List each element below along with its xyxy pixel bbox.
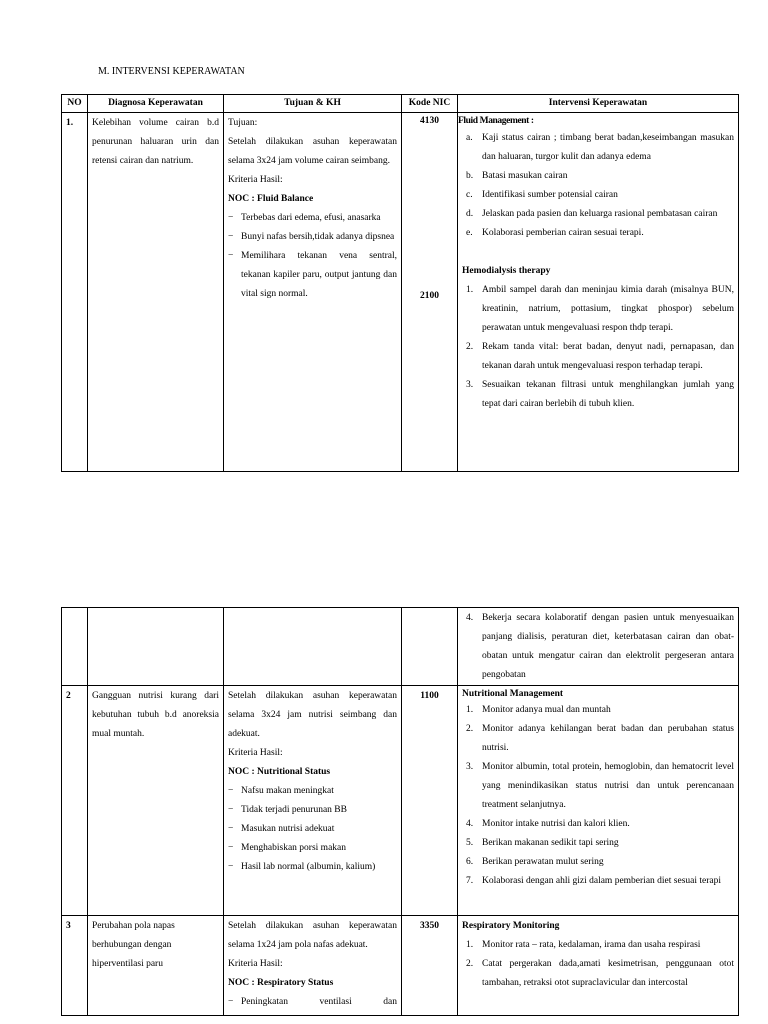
list-item: b. Batasi masukan cairan xyxy=(466,171,568,181)
list-item: 4. Monitor intake nutrisi dan kalori klien. xyxy=(466,819,630,829)
list-item: − Memilihara tekanan vena sentral, tekanan kapiler paru, output jantung dan vital sign normal. xyxy=(228,247,397,304)
header-kode: Kode NIC xyxy=(402,95,458,113)
row2-kriteria-label: Kriteria Hasil: xyxy=(228,748,283,758)
row1-kode-hemo: 2100 xyxy=(420,291,439,301)
list-item: a. Kaji status cairan ; timbang berat badan,keseimbangan masukan dan haluaran, turgor kulit dan adanya edema xyxy=(466,133,734,162)
header-tujuan: Tujuan & KH xyxy=(224,95,402,113)
list-item: 2. Catat pergerakan dada,amati kesimetrisan, penggunaan otot tambahan, retraksi otot supraclavicular dan intercostal xyxy=(466,959,734,988)
row1-kh-list xyxy=(228,209,397,304)
row3-kh-list xyxy=(228,993,397,1012)
hemodialysis-title: Hemodialysis therapy xyxy=(462,266,551,276)
intervention-table-bottom xyxy=(61,607,739,1016)
row3-noc: NOC : Respiratory Status xyxy=(228,978,334,988)
table-row xyxy=(62,608,739,686)
list-item: 5. Berikan makanan sedikit tapi sering xyxy=(466,838,619,848)
hemodialysis-list xyxy=(462,281,734,414)
row1-intervensi xyxy=(458,113,739,472)
list-item: e. Kolaborasi pemberian cairan sesuai terapi. xyxy=(466,228,644,238)
list-item: 3. Monitor albumin, total protein, hemoglobin, dan hematocrit level yang menindikasikan status nutrisi dan untuk perencanaan treatment selanjutnya. xyxy=(466,762,734,810)
row2-intervensi xyxy=(458,686,739,916)
list-item: c. Identifikasi sumber potensial cairan xyxy=(466,190,618,200)
fluid-management-title: Fluid Management : xyxy=(458,116,534,126)
table-row xyxy=(62,113,739,472)
row3-tujuan xyxy=(224,916,402,1016)
list-item: − Bunyi nafas bersih,tidak adanya dipsnea xyxy=(228,228,397,247)
row1cont-kode xyxy=(402,608,458,686)
table-row xyxy=(62,916,739,1016)
row1-tujuan-text: Setelah dilakukan asuhan keperawatan selama 3x24 jam volume cairan seimbang. xyxy=(228,137,397,166)
list-item: − Menghabiskan porsi makan xyxy=(228,839,397,858)
list-item: − Tidak terjadi penurunan BB xyxy=(228,801,397,820)
list-item: 3. Sesuaikan tekanan filtrasi untuk menghilangkan jumlah yang tepat dari cairan berlebih di tubuh klien. xyxy=(466,380,734,409)
row1-tujuan xyxy=(224,113,402,472)
row1-kode xyxy=(402,113,458,472)
row1-tujuan-label: Tujuan: xyxy=(228,118,258,128)
intervention-table-top xyxy=(61,94,739,472)
list-item: 7. Kolaborasi dengan ahli gizi dalam pemberian diet sesuai terapi xyxy=(466,876,721,886)
header-diagnosa: Diagnosa Keperawatan xyxy=(88,95,224,113)
nutritional-management-list xyxy=(462,701,734,891)
header-intervensi: Intervensi Keperawatan xyxy=(458,95,739,113)
row3-diagnosa: Perubahan pola napas berhubungan dengan hiperventilasi paru xyxy=(88,916,224,1016)
row1cont-intervensi xyxy=(458,608,739,686)
row1-kriteria-label: Kriteria Hasil: xyxy=(228,175,283,185)
list-item: − Terbebas dari edema, efusi, anasarka xyxy=(228,209,397,228)
row1-kode-fluid: 4130 xyxy=(420,116,439,126)
list-item: 1. Ambil sampel darah dan meninjau kimia darah (misalnya BUN, kreatinin, natrium, pottasium, tingkat phospor) sebelum perawatan untuk mengevaluasi respon thdp terapi. xyxy=(466,285,734,333)
list-item: − Nafsu makan meningkat xyxy=(228,782,397,801)
row1cont-tujuan xyxy=(224,608,402,686)
list-item: − Masukan nutrisi adekuat xyxy=(228,820,397,839)
row2-kode: 1100 xyxy=(402,686,458,916)
list-item: − Peningkatan ventilasi dan xyxy=(228,993,397,1012)
list-item: 1. Monitor adanya mual dan muntah xyxy=(466,705,611,715)
row3-intervensi xyxy=(458,916,739,1016)
list-item: 2. Rekam tanda vital: berat badan, denyut nadi, pernapasan, dan tekanan darah untuk mengevaluasi respon terhadap terapi. xyxy=(466,342,734,371)
list-item: 6. Berikan perawatan mulut sering xyxy=(466,857,604,867)
list-item: − Hasil lab normal (albumin, kalium) xyxy=(228,858,397,877)
row1-no: 1. xyxy=(62,113,88,472)
row3-no: 3 xyxy=(62,916,88,1016)
list-item: d. Jelaskan pada pasien dan keluarga rasional pembatasan cairan xyxy=(466,209,718,219)
table-row xyxy=(62,686,739,916)
respiratory-monitoring-title: Respiratory Monitoring xyxy=(462,921,560,931)
row2-tujuan-text: Setelah dilakukan asuhan keperawatan selama 3x24 jam nutrisi seimbang dan adekuat. xyxy=(228,691,397,739)
header-no: NO xyxy=(62,95,88,113)
row2-diagnosa: Gangguan nutrisi kurang dari kebutuhan tubuh b.d anoreksia mual muntah. xyxy=(88,686,224,916)
nutritional-management-title: Nutritional Management xyxy=(462,689,564,699)
list-item: 2. Monitor adanya kehilangan berat badan dan perubahan status nutrisi. xyxy=(466,724,734,753)
list-item: 1. Monitor rata – rata, kedalaman, irama dan usaha respirasi xyxy=(466,940,701,950)
table-header-row xyxy=(62,95,739,113)
hemodialysis-list-cont xyxy=(462,609,734,685)
row2-kh-list xyxy=(228,782,397,877)
row1-noc: NOC : Fluid Balance xyxy=(228,194,314,204)
row1cont-diagnosa xyxy=(88,608,224,686)
row3-kode: 3350 xyxy=(402,916,458,1016)
fluid-management-list xyxy=(462,129,734,243)
row2-noc: NOC : Nutritional Status xyxy=(228,767,331,777)
row2-no: 2 xyxy=(62,686,88,916)
row3-kriteria-label: Kriteria Hasil: xyxy=(228,959,283,969)
row1cont-no xyxy=(62,608,88,686)
page-title: M. INTERVENSI KEPERAWATAN xyxy=(98,66,245,77)
row2-tujuan xyxy=(224,686,402,916)
list-item: 4. Bekerja secara kolaboratif dengan pasien untuk menyesuaikan panjang dialisis, peraturan diet, keterbatasan cairan dan obat-obatan untuk mengatur cairan dan elektrolit pergeseran antara pengobatan xyxy=(466,613,734,680)
respiratory-monitoring-list xyxy=(462,936,734,993)
row3-tujuan-text: Setelah dilakukan asuhan keperawatan selama 1x24 jam pola nafas adekuat. xyxy=(228,921,397,950)
row1-diagnosa: Kelebihan volume cairan b.d penurunan haluaran urin dan retensi cairan dan natrium. xyxy=(88,113,224,472)
